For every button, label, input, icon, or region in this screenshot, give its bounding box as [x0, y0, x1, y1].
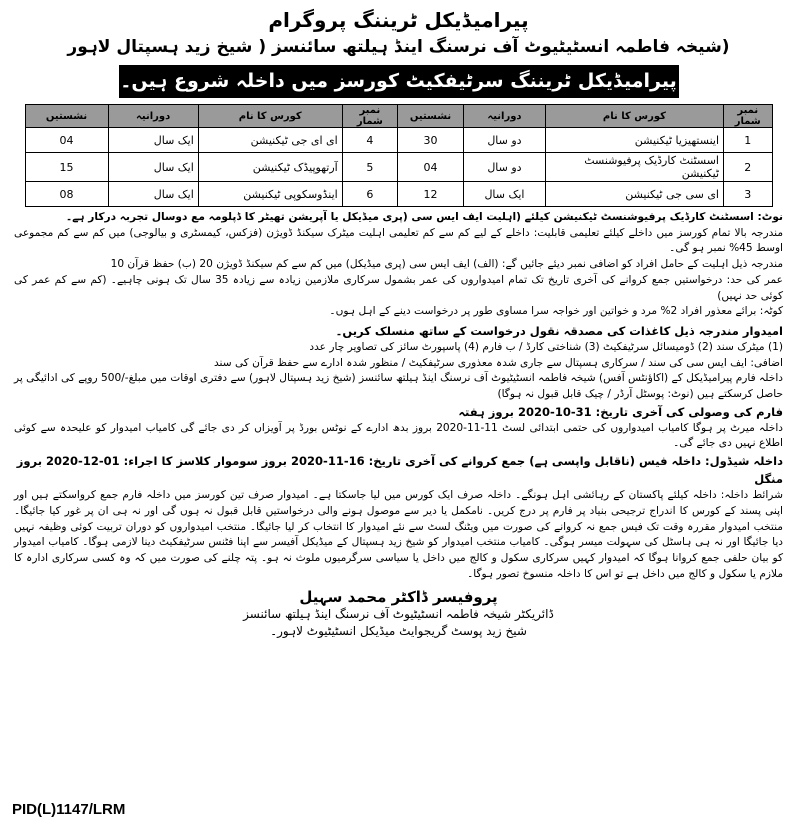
table-cell: 04	[397, 153, 463, 182]
table-row	[25, 153, 772, 182]
form-deadline: فارم کی وصولی کی آخری تاریخ: 31-10-2020 بروز ہفتہ	[458, 404, 783, 419]
signatory-institute: شیخ زید پوسٹ گریجوایٹ میڈیکل انسٹیٹیوٹ لاہور۔	[270, 624, 527, 639]
table-cell: 6	[342, 182, 397, 207]
table-cell: ای ای جی ٹیکنیشن	[198, 128, 342, 153]
table-cell: 30	[397, 128, 463, 153]
header-cell: نمبر شمار	[724, 105, 773, 128]
table-cell: ایک سال	[108, 182, 198, 207]
table-cell: 12	[397, 182, 463, 207]
table-cell: اینستھیزیا ٹیکنیشن	[545, 128, 723, 153]
table-header-row	[25, 105, 772, 128]
header-cell: دورانیہ	[464, 105, 546, 128]
institute-name: (شیخہ فاطمہ انسٹیٹیوٹ آف نرسنگ اینڈ ہیلتھ سائنسز ( شیخ زید ہسپتال لاہور	[67, 37, 730, 57]
table-cell: دو سال	[464, 153, 546, 182]
table-cell: اسسٹنٹ کارڈیک پرفیوشنسٹ ٹیکنیشن	[545, 153, 723, 182]
table-cell: 2	[724, 153, 773, 182]
additional-documents: اضافی: ایف ایس سی کی سند / سرکاری ہسپتال سے جاری شدہ معذوری سرٹیفکیٹ / منظور شدہ ادارے سے حفظ قرآن کی سند	[213, 356, 783, 369]
quota-text: کوٹہ: برائے معذور افراد 2% مرد و خواتین اور خواجہ سرا مساوی طور پر درخواست دینے کے اہل ہوں۔	[329, 305, 783, 318]
signature-block	[14, 588, 783, 640]
table-cell: 04	[25, 128, 108, 153]
documents-list: (1) میٹرک سند (2) ڈومیسائل سرٹیفکیٹ (3) شناختی کارڈ / ب فارم (4) پاسپورٹ سائز کی تصاویر چار عدد	[309, 340, 783, 353]
admission-schedule: داخلہ شیڈول: داخلہ فیس (ناقابل واپسی ہے) جمع کروانے کی آخری تاریخ: 16-11-2020 بروز سوموار کلاسز کا اجراء: 01-12-2020 بروز منگل	[16, 454, 783, 487]
signatory-name: پروفیسر ڈاکٹر محمد سہیل	[299, 588, 498, 607]
table-cell: آرتھوپیڈک ٹیکنیشن	[198, 153, 342, 182]
table-cell: اینڈوسکوپی ٹیکنیشن	[198, 182, 342, 207]
header-cell: نشستیں	[25, 105, 108, 128]
additional-marks-text: مندرجہ ذیل اہلیت کے حامل افراد کو اضافی نمبر دیئے جائیں گے: (الف) ایف ایس سی (پری میڈیکل) میں کم سے کم سیکنڈ ڈویژن 20 (ب) حفظ قرآن 10	[110, 258, 783, 271]
table-cell: ای سی جی ٹیکنیشن	[545, 182, 723, 207]
table-cell: ایک سال	[108, 128, 198, 153]
header-cell: دورانیہ	[108, 105, 198, 128]
pid-code: PID(L)1147/LRM	[12, 801, 126, 818]
header-cell: نمبر شمار	[342, 105, 397, 128]
table-cell: 5	[342, 153, 397, 182]
table-cell: 15	[25, 153, 108, 182]
qualification-text: مندرجہ بالا تمام کورسز میں داخلے کیلئے تعلیمی قابلیت: داخلے کے لیے کم سے کم تعلیمی اہلیت میٹرک سیکنڈ ڈویژن (فزکس، کیمسٹری و بیالوجی) میں کم سے کم مجموعی اوسط 45% نمبر ہو گی۔	[14, 226, 783, 255]
table-cell: ایک سال	[108, 153, 198, 182]
admission-banner: پیرامیڈیکل ٹریننگ سرٹیفکیٹ کورسز میں داخلہ شروع ہیں۔	[119, 65, 679, 98]
table-cell: دو سال	[464, 128, 546, 153]
courses-table	[25, 104, 773, 207]
table-cell: 1	[724, 128, 773, 153]
perfusionist-note: نوٹ: اسسٹنٹ کارڈیک پرفیوشنسٹ ٹیکنیشن کیلئے (اہلیت ایف ایس سی (پری میڈیکل یا آپریشن تھیٹر کا ڈپلومہ مع دوسال تجربہ درکار ہے۔	[65, 211, 783, 223]
ad-title: پیرامیڈیکل ٹریننگ پروگرام	[268, 8, 529, 32]
header-cell: نشستیں	[397, 105, 463, 128]
signatory-title: ڈائریکٹر شیخہ فاطمہ انسٹیٹیوٹ آف نرسنگ اینڈ ہیلتھ سائنسز	[243, 607, 554, 622]
table-cell: ایک سال	[464, 182, 546, 207]
header-cell: کورس کا نام	[198, 105, 342, 128]
table-cell: 4	[342, 128, 397, 153]
admission-conditions: شرائط داخلہ: داخلہ کیلئے پاکستان کے رہائشی اہل ہونگے۔ داخلہ صرف ایک کورس میں لیا جاسکتا ہے۔ امیدوار صرف تین کورسز میں داخلہ فارم جمع کرواسکتے ہیں اور اپنی پسند کے کورس کا اندراج ترجیحی بنیاد پر فارم پر درج کریں۔ نامکمل یا دیر سے موصول ہونے والی درخواستیں قابل قبول نہ ہوں گی اور نہ ہی ان پر غور کیا جائیگا۔ منتخب امیدوار مقررہ وقت تک فیس جمع نہ کروانے کی صورت میں ویٹنگ لسٹ سے نئے امیدوار کا انتخاب کر لیا جائیگا۔ منتخب امیدواروں کو دوران تربیت کوئی وظیفہ نہیں دیا جائیگا اور نہ ہی ہاسٹل کی سہولت میسر ہوگی۔ کامیاب منتخب امیدوار کو شیخ زید ہسپتال کے میڈیکل آفیسر سے اپنا فٹنس سرٹیفکیٹ دینا لازمی ہوگا۔ کامیاب امیدوار کو بیان حلفی جمع کروانا ہوگا کہ امیدوار کہیں سرکاری سکول و کالج میں داخل یا سیاسی سرگرمیوں ملوث نہ ہو۔ پتہ چلنے کی صورت میں کہ وہ کسی سرکاری ادارہ کا ملازم یا سکول و کالج میں داخل ہے تو اس کا داخلہ منسوخ تصور ہوگا۔	[14, 489, 783, 580]
table-cell: 3	[724, 182, 773, 207]
documents-heading: امیدوار مندرجہ ذیل کاغذات کی مصدقہ نقول درخواست کے ساتھ منسلک کریں۔	[335, 323, 783, 338]
age-limit-text: عمر کی حد: درخواستیں جمع کروانے کی آخری تاریخ تک تمام امیدواروں کی عمر بشمول سرکاری ملازمین زیادہ سے زیادہ 35 سال تک ہونی چاہیے۔ (کم سے کم عمر کی کوئی حد نہیں)	[14, 273, 783, 302]
form-availability-text: داخلہ فارم پیرامیڈیکل کے (اکاؤنٹس آفس) شیخہ فاطمہ انسٹیٹیوٹ آف نرسنگ اینڈ ہیلتھ سائنسز (شیخ زید ہسپتال لاہور) سے دفتری اوقات میں مبلغ-/500 روپے کی ادائیگی پر حاصل کرسکتے ہیں (نوٹ: پوسٹل آرڈر / چیک قابل قبول نہ ہوگا)	[14, 372, 783, 401]
table-cell: 08	[25, 182, 108, 207]
header-cell: کورس کا نام	[545, 105, 723, 128]
table-row	[25, 128, 772, 153]
merit-list-text: داخلہ میرٹ پر ہوگا کامیاب امیدواروں کی حتمی ابتدائی لسٹ 11-11-2020 بروز بدھ ادارے کے نوٹس بورڈ پر آویزاں کر دی جائے گی کامیاب امیدوار کو علیحدہ سے کوئی اطلاع نہیں دی جائے گی۔	[14, 421, 783, 450]
table-row	[25, 182, 772, 207]
